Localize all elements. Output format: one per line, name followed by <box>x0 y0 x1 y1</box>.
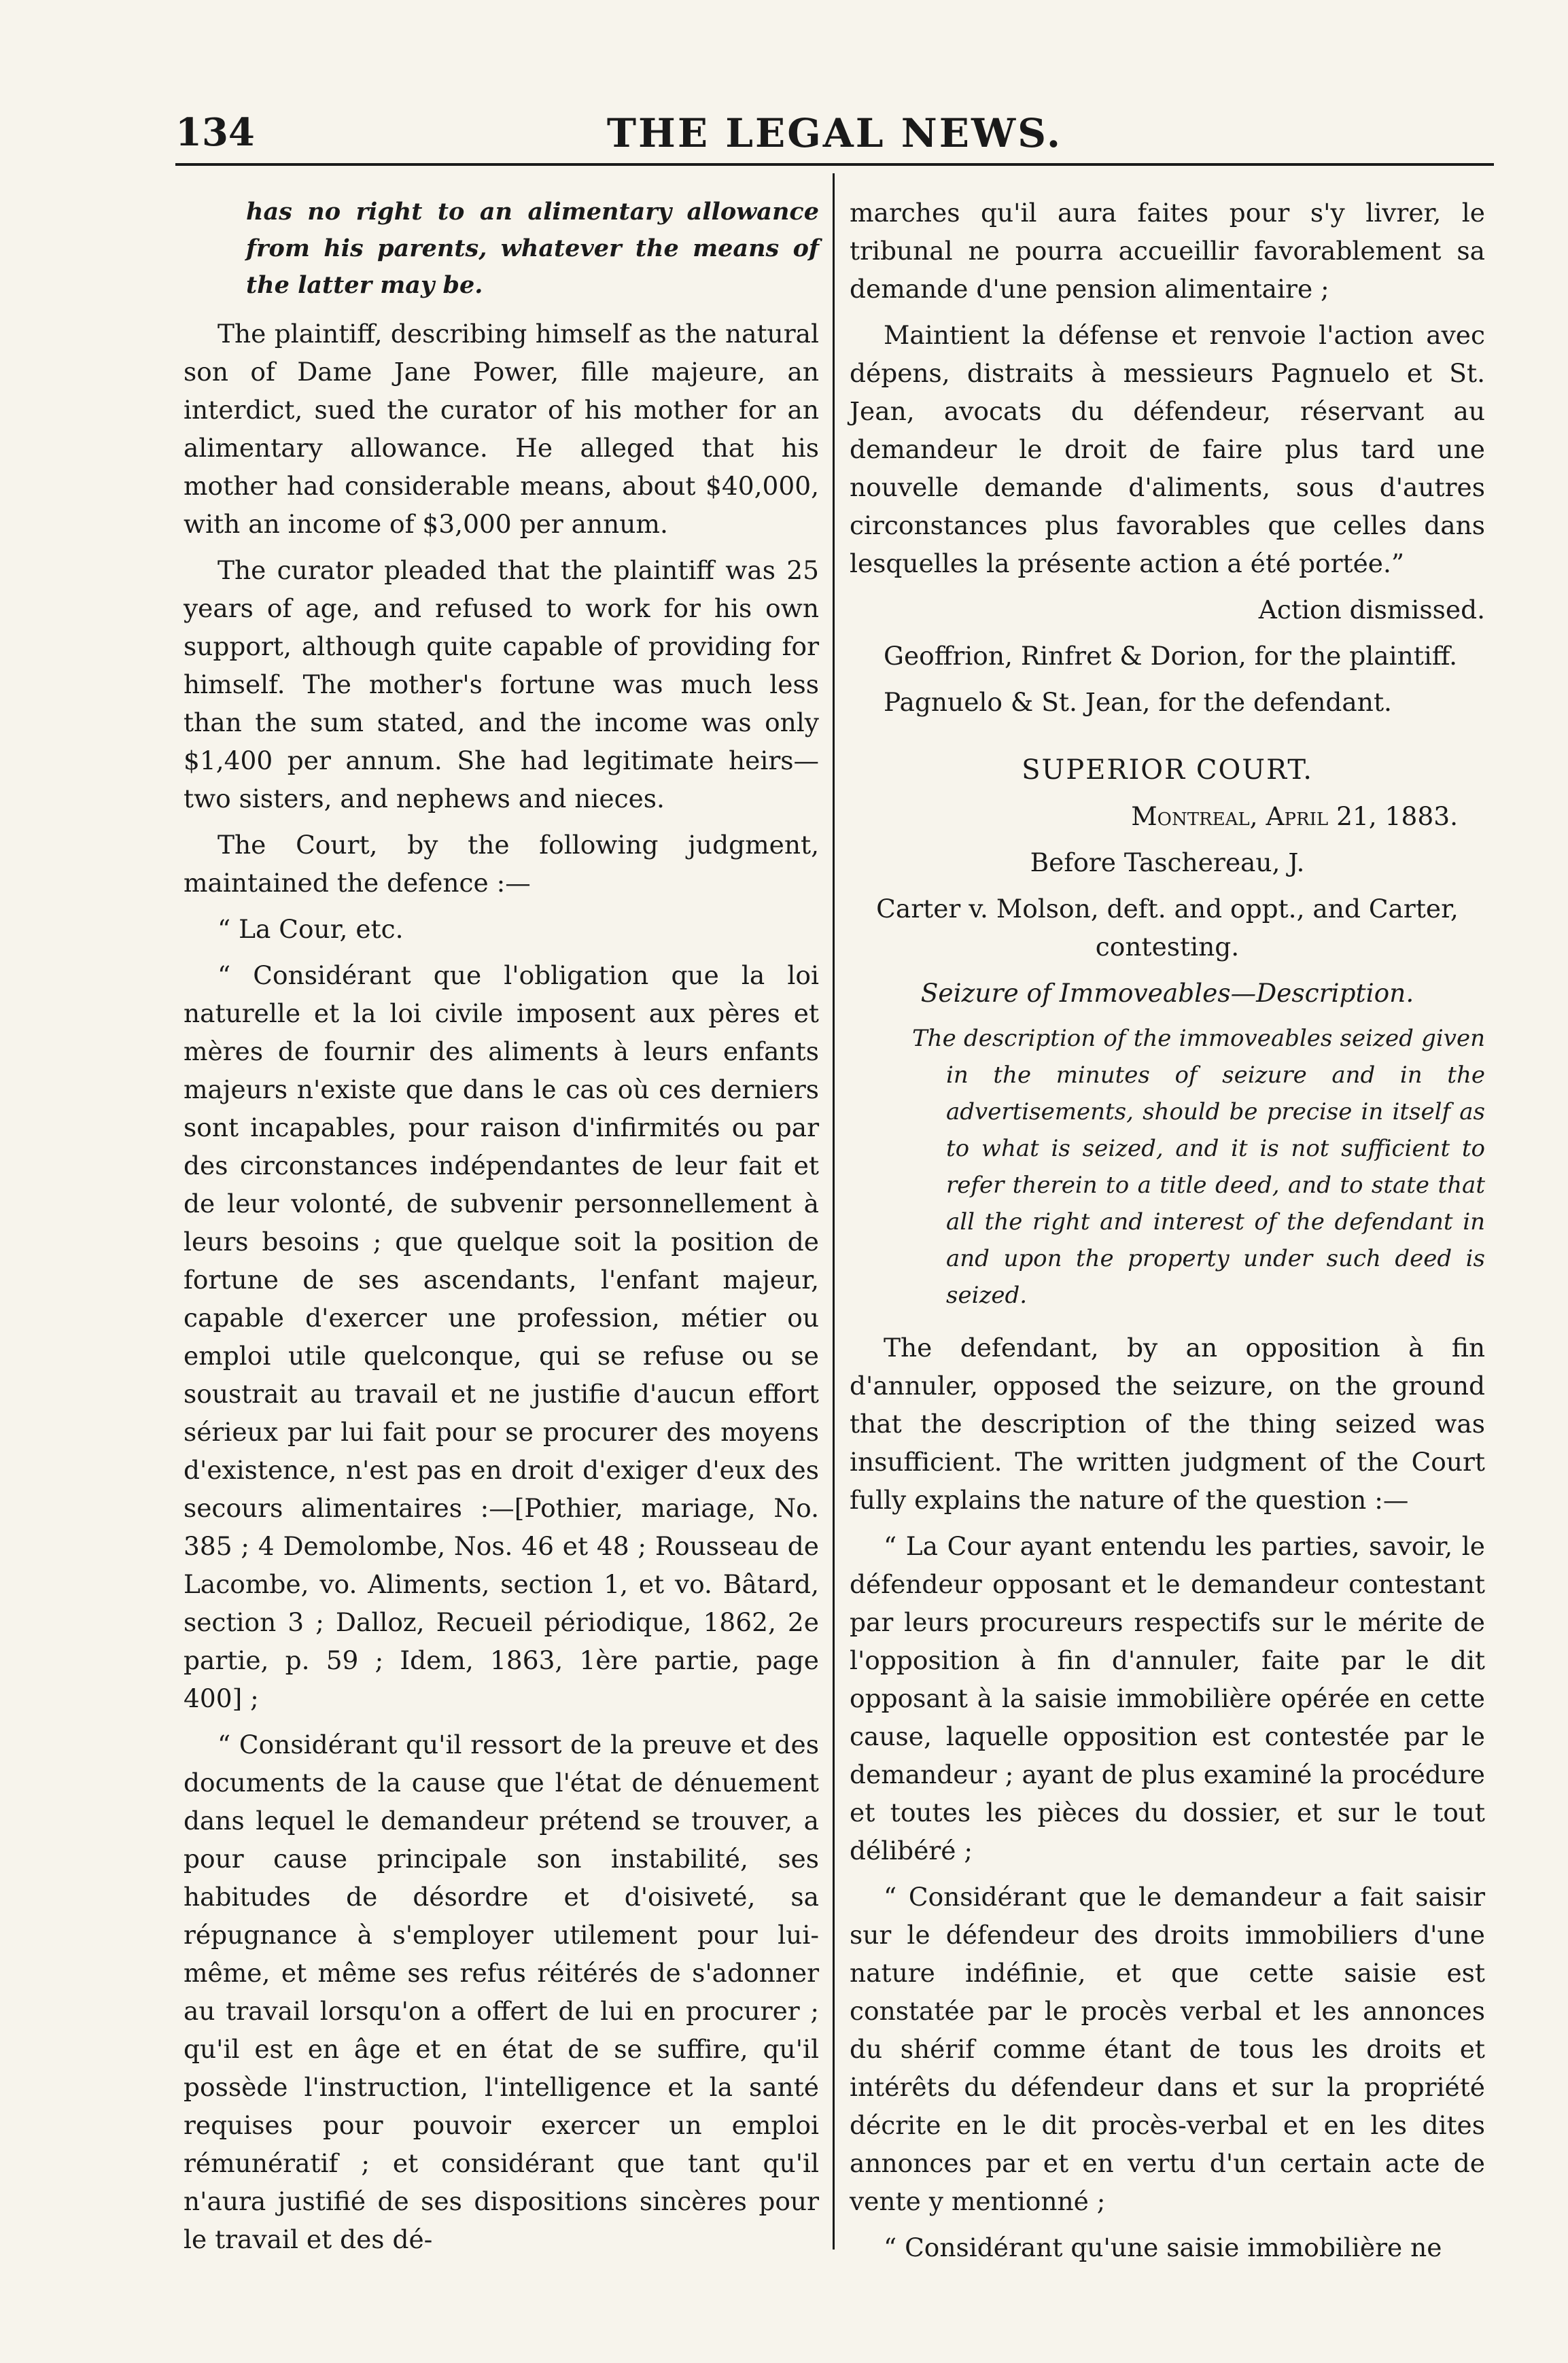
judgment-result: Action dismissed. <box>1258 595 1485 625</box>
paragraph: The defendant, by an opposition à fin d'annuler, opposed the seizure, on the ground that the description of the thing seized was insufficient. The written judgment of the Court fully explains the nature of the question :— <box>850 1333 1485 1515</box>
counsel-plaintiff: Geoffrion, Rinfret & Dorion, for the plaintiff. <box>884 641 1458 671</box>
paragraph: “ Considérant que l'obligation que la loi naturelle et la loi civile imposent aux pères et mères de fournir des aliments à leurs enfants majeurs n'existe que dans le cas où ces derniers sont incapables, pour raison d'infirmités ou par des circonstances indépendantes de leur fait et de leur volonté, de subvenir personnellement à leurs besoins ; que quelque soit la position de fortune de ses ascendants, l'enfant majeur, capable d'exercer une profession, métier ou emploi utile quelconque, qui se refuse ou se soustrait au travail et ne justifie d'aucun effort sérieux par lui fait pour se procurer des moyens d'existence, n'est pas en droit d'exiger d'eux des secours alimentaires :—[Pothier, mariage, No. 385 ; 4 Demolombe, Nos. 46 et 48 ; Rousseau de Lacombe, vo. Aliments, section 1, et vo. Bâtard, section 3 ; Dalloz, Recueil périodique, 1862, 2e partie, p. 59 ; Idem, 1863, 1ère partie, page 400] ; <box>184 960 819 1713</box>
judge-line: Before Taschereau, J. <box>1030 847 1305 877</box>
paragraph: marches qu'il aura faites pour s'y livrer, le tribunal ne pourra accueillir favorablement sa demande d'une pension alimentaire ; <box>850 198 1485 304</box>
paragraph: The curator pleaded that the plaintiff was 25 years of age, and refused to work for his own support, although quite capable of providing for himself. The mother's fortune was much less than the sum stated, and the income was only $1,400 per annum. She had legitimate heirs—two sisters, and nephews and nieces. <box>184 555 819 813</box>
paragraph: “ La Cour ayant entendu les parties, savoir, le défendeur opposant et le demandeur contestant par leurs procureurs respectifs sur le mérite de l'opposition à fin d'annuler, faite par le dit opposant à la saisie immobilière opérée en cette cause, laquelle opposition est contestée par le demandeur ; ayant de plus examiné la procédure et toutes les pièces du dossier, et sur le tout délibéré ; <box>850 1531 1485 1866</box>
paragraph: Maintient la défense et renvoie l'action avec dépens, distraits à messieurs Pagnuelo et St. Jean, avocats du défendeur, réservant au demandeur le droit de faire plus tard une nouvelle demande d'aliments, sous d'autres circonstances plus favorables que celles dans lesquelles la présente action a été portée.” <box>850 320 1485 578</box>
counsel-defendant: Pagnuelo & St. Jean, for the defendant. <box>884 687 1392 717</box>
place-date: Montreal, April 21, 1883. <box>1131 801 1458 831</box>
court-heading: SUPERIOR COURT. <box>1022 754 1313 786</box>
paragraph: The Court, by the following judgment, maintained the defence :— <box>184 830 819 898</box>
case-topic: Seizure of Immoveables—Description. <box>920 978 1414 1008</box>
page-header <box>175 95 1494 156</box>
column-divider <box>833 173 835 2250</box>
case-title: Carter v. Molson, deft. and oppt., and Carter, contesting. <box>876 894 1459 962</box>
left-column <box>184 194 819 2266</box>
paragraph: “ Considérant qu'une saisie immobilière ne <box>884 2233 1442 2262</box>
page-number: 134 <box>175 110 255 155</box>
header-rule <box>175 163 1494 166</box>
headnote-continuation: has no right to an alimentary allowance from his parents, whatever the means of the latter may be. <box>246 198 819 299</box>
paragraph: “ La Cour, etc. <box>217 914 404 944</box>
paragraph: “ Considérant qu'il ressort de la preuve et des documents de la cause que l'état de dénuement dans lequel le demandeur prétend se trouver, a pour cause principale son instabilité, ses habitudes de désordre et d'oisiveté, sa répugnance à s'employer utilement pour lui-même, et même ses refus réitérés de s'adonner au travail lorsqu'on a offert de lui en procurer ; qu'il est en âge et en état de se suffire, qu'il possède l'instruction, l'intelligence et la santé requises pour pouvoir exercer un emploi rémunératif ; et considérant que tant qu'il n'aura justifié de ses dispositions sincères pour le travail et des dé- <box>184 1730 819 2254</box>
paragraph: The plaintiff, describing himself as the natural son of Dame Jane Power, fille majeure, an interdict, sued the curator of his mother for an alimentary allowance. He alleged that his mother had considerable means, about $40,000, with an income of $3,000 per annum. <box>184 319 819 539</box>
paragraph: “ Considérant que le demandeur a fait saisir sur le défendeur des droits immobiliers d'une nature indéfinie, et que cette saisie est constatée par le procès verbal et les annonces du shérif comme étant de tous les droits et intérêts du défendeur dans et sur la propriété décrite en le dit procès-verbal et en les dites annonces par et en vertu d'un certain acte de vente y mentionné ; <box>850 1882 1485 2216</box>
running-title: THE LEGAL NEWS. <box>606 110 1063 156</box>
headnote: The description of the immoveables seized given in the minutes of seizure and in the advertisements, should be precise in itself as to what is seized, and it is not sufficient to refer therein to a title deed, and to state that all the right and interest of the defendant in and upon the property under such deed is seized. <box>912 1025 1485 1309</box>
right-column <box>850 194 1485 2275</box>
